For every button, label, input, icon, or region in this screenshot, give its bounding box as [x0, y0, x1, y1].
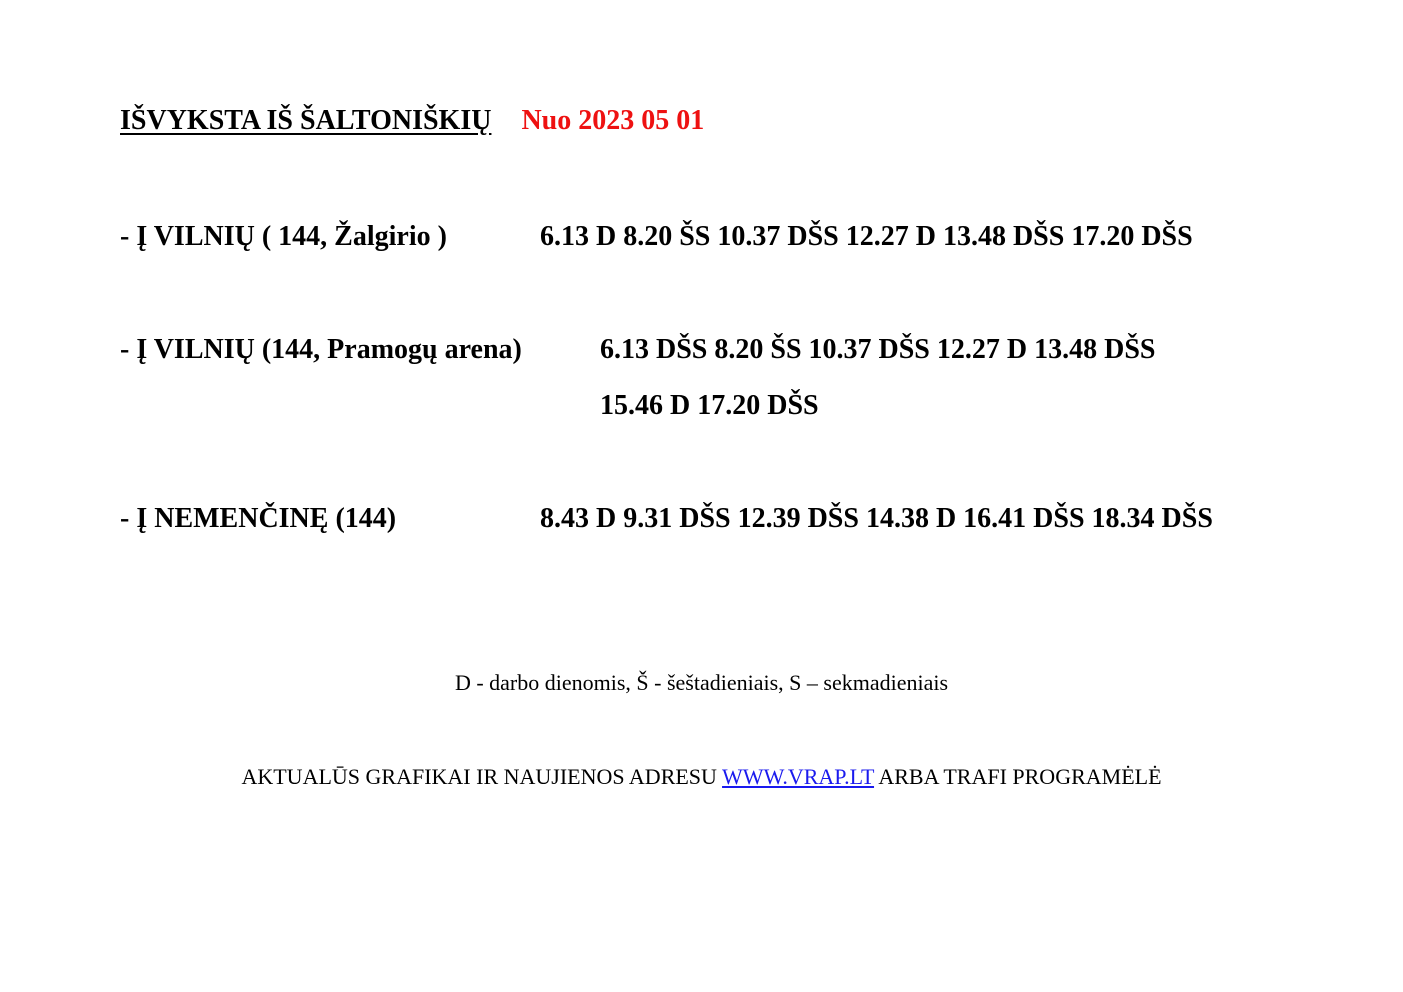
route-times [600, 322, 1155, 434]
effective-date: Nuo 2023 05 01 [521, 105, 705, 136]
website-link[interactable]: WWW.VRAP.LT [722, 764, 875, 789]
times-line: 8.43 D 9.31 DŠS 12.39 DŠS 14.38 D 16.41 DŠS 18.34 DŠS [540, 503, 1213, 534]
station-title: IŠVYKSTA IŠ ŠALTONIŠKIŲ [120, 105, 492, 136]
times-line: 6.13 D 8.20 ŠS 10.37 DŠS 12.27 D 13.48 DŠS 17.20 DŠS [540, 221, 1193, 252]
route-name: - Į VILNIŲ ( 144, Žalgirio ) [120, 221, 447, 252]
route-name: - Į NEMENČINĘ (144) [120, 503, 397, 534]
route-times [540, 491, 1213, 547]
day-legend: D - darbo dienomis, Š - šeštadieniais, S – sekmadieniais [454, 670, 949, 695]
footer-note [0, 764, 1403, 790]
route-name: - Į VILNIŲ (144, Pramogų arena) [120, 334, 522, 365]
footer-prefix: AKTUALŪS GRAFIKAI IR NAUJIENOS ADRESU [241, 764, 717, 789]
route-times [540, 209, 1193, 265]
times-line: 6.13 DŠS 8.20 ŠS 10.37 DŠS 12.27 D 13.48 DŠS [600, 334, 1156, 365]
footer-suffix: ARBA TRAFI PROGRAMĖLĖ [878, 764, 1162, 789]
times-line: 15.46 D 17.20 DŠS [600, 390, 819, 421]
timetable-header [120, 105, 704, 137]
